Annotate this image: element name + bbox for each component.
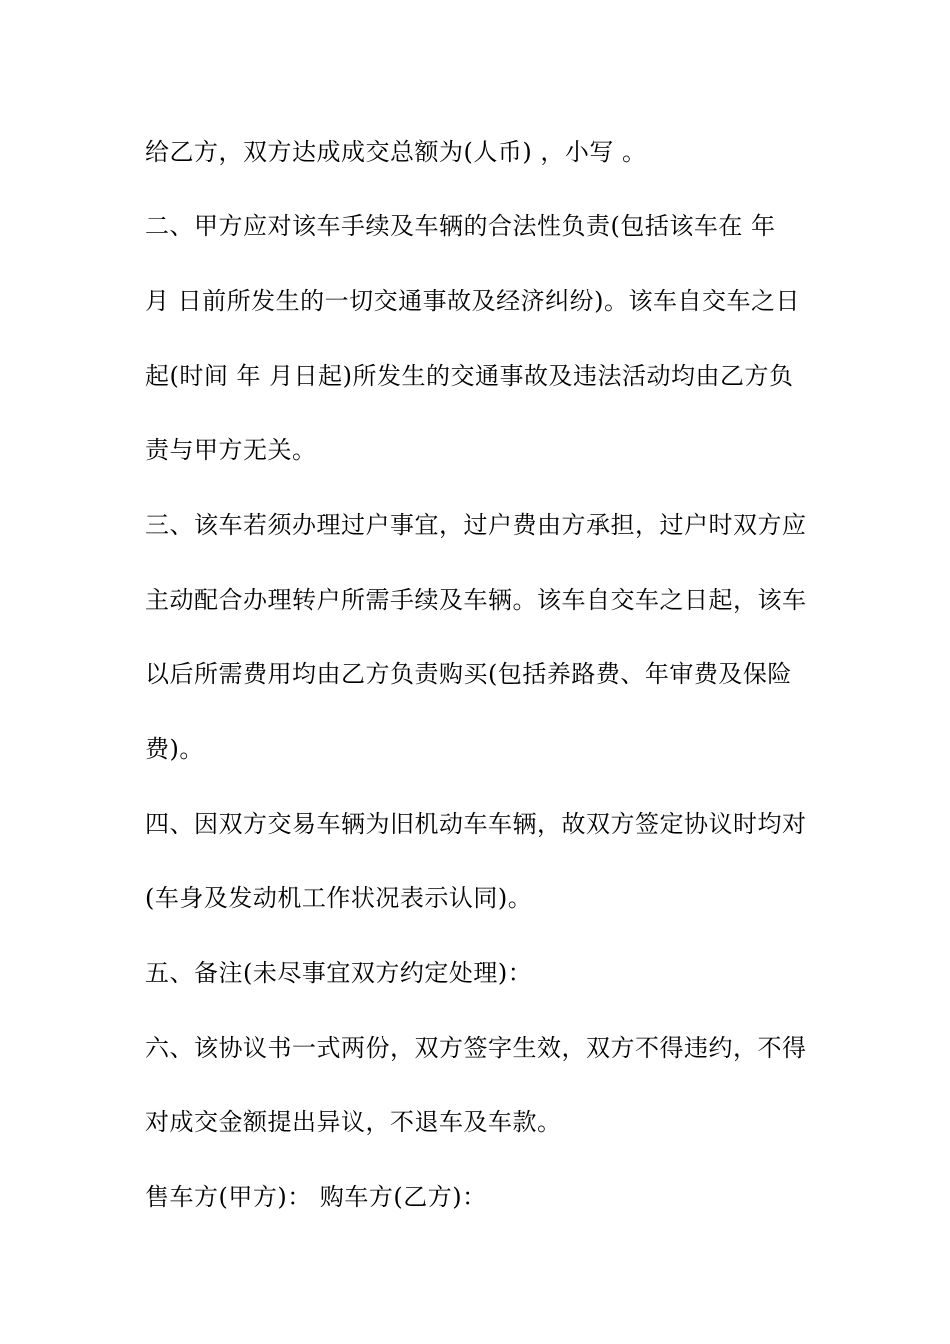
text-line-2: 二、甲方应对该车手续及车辆的合法性负责(包括该车在 年 bbox=[145, 212, 776, 240]
text-line-10: 四、因双方交易车辆为旧机动车车辆，故双方签定协议时均对 bbox=[145, 810, 807, 838]
text-line-1: 给乙方，双方达成成交总额为(人币) ，小写 。 bbox=[145, 138, 647, 166]
text-line-8: 以后所需费用均由乙方负责购买(包括养路费、年审费及保险 bbox=[145, 660, 792, 688]
text-line-9: 费)。 bbox=[145, 735, 204, 763]
text-line-13: 六、该协议书一式两份，双方签字生效，双方不得违约，不得 bbox=[145, 1034, 807, 1062]
text-line-14: 对成交金额提出异议，不退车及车款。 bbox=[145, 1108, 562, 1136]
signature-line: 售车方(甲方)： 购车方(乙方)： bbox=[145, 1183, 487, 1211]
text-line-5: 责与甲方无关。 bbox=[145, 436, 317, 464]
text-line-4: 起(时间 年 月日起)所发生的交通事故及违法活动均由乙方负 bbox=[145, 362, 794, 390]
text-line-7: 主动配合办理转户所需手续及车辆。该车自交车之日起，该车 bbox=[145, 586, 807, 614]
text-line-11: (车身及发动机工作状况表示认同)。 bbox=[145, 884, 533, 912]
text-line-6: 三、该车若须办理过户事宜，过户费由方承担，过户时双方应 bbox=[145, 511, 807, 539]
text-line-3: 月 日前所发生的一切交通事故及经济纠纷)。该车自交车之日 bbox=[145, 287, 800, 315]
text-line-12: 五、备注(未尽事宜双方约定处理)： bbox=[145, 959, 533, 987]
